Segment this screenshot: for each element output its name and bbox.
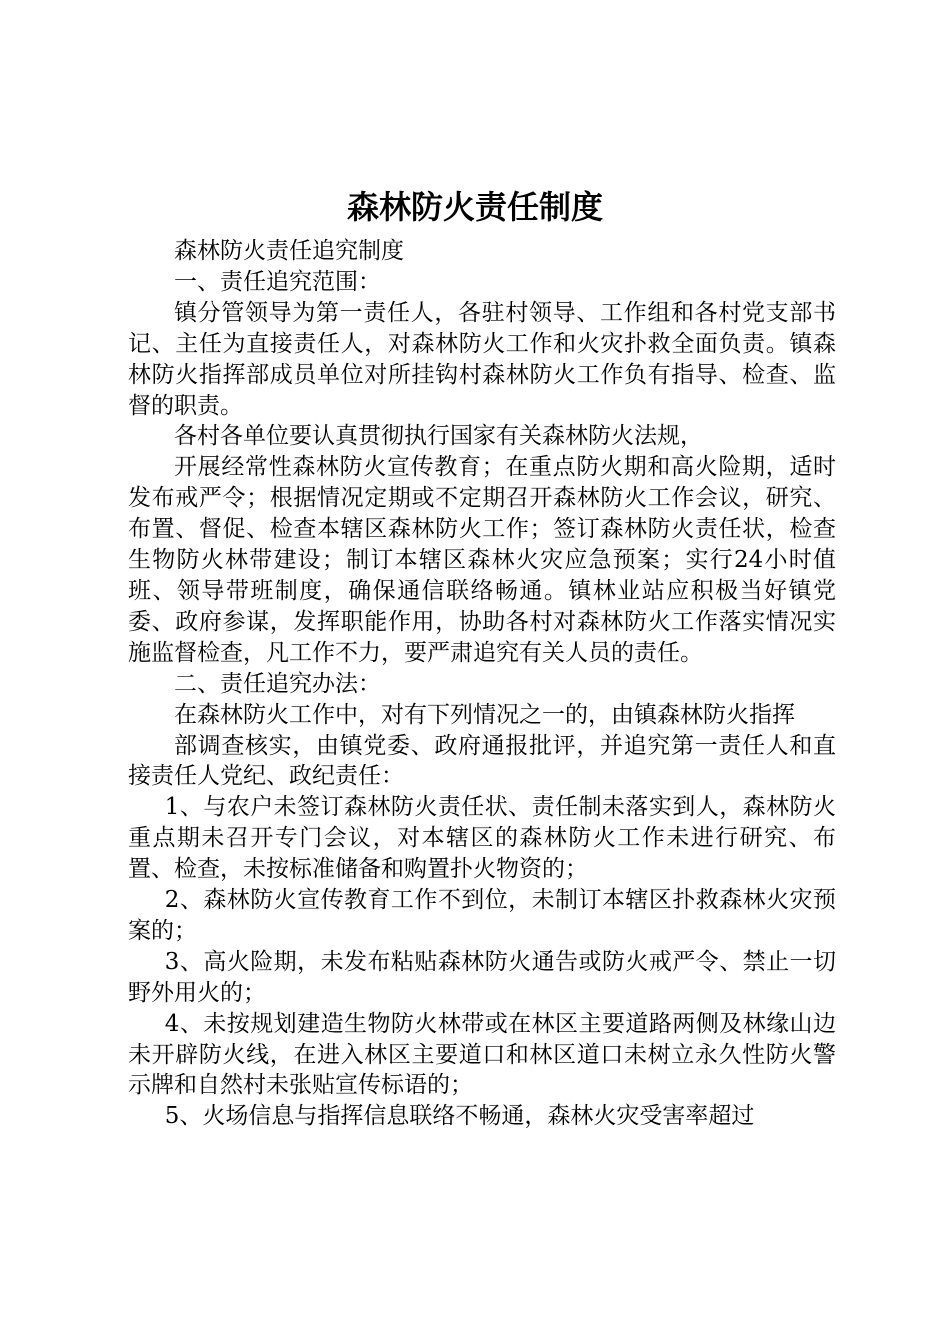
document-title: 森林防火责任制度: [346, 188, 603, 226]
paragraph-regulations: 各村各单位要认真贯彻执行国家有关森林防火法规，: [174, 423, 703, 450]
section-heading-methods: 二、责任追究办法：: [174, 670, 381, 697]
paragraph-investigation: 部调查核实，由镇党委、政府通报批评，并追究第一责任人和直接责任人党纪、政纪责任：: [128, 732, 836, 790]
list-item-4: 4、未按规划建造生物防火林带或在林区主要道路两侧及林缘山边未开辟防火线，在进入林区主要道口和林区道口未树立永久性防火警示牌和自然村未张贴宣传标语的；: [128, 1010, 836, 1099]
list-item-3: 3、高火险期，未发布粘贴森林防火通告或防火戒严令、禁止一切野外用火的；: [128, 948, 836, 1006]
paragraph-responsible-persons: 镇分管领导为第一责任人，各驻村领导、工作组和各村党支部书记、主任为直接责任人，对森林防火工作和火灾扑救全面负责。镇森林防火指挥部成员单位对所挂钩村森林防火工作负有指导、检查、监督的职责。: [128, 299, 836, 419]
paragraph-conditions: 在森林防火工作中，对有下列情况之一的，由镇森林防火指挥: [174, 701, 795, 728]
document-body: [128, 236, 836, 1132]
paragraph-education: 开展经常性森林防火宣传教育；在重点防火期和高火险期，适时发布戒严令；根据情况定期或不定期召开森林防火工作会议，研究、布置、督促、检查本辖区森林防火工作；签订森林防火责任状，检查生物防火林带建设；制订本辖区森林火灾应急预案；实行24小时值班、领导带班制度，确保通信联络畅通。镇林业站应积极当好镇党委、政府参谋，发挥职能作用，协助各村对森林防火工作落实情况实施监督检查，凡工作不力，要严肃追究有关人员的责任。: [128, 454, 836, 666]
list-item-5: 5、火场信息与指挥信息联络不畅通，森林火灾受害率超过: [164, 1103, 755, 1130]
section-heading-scope: 一、责任追究范围：: [174, 268, 381, 295]
list-item-1: 1、与农户未签订森林防火责任状、责任制未落实到人，森林防火重点期未召开专门会议，对本辖区的森林防火工作未进行研究、布置、检查，未按标准储备和购置扑火物资的；: [128, 794, 836, 883]
paragraph-subtitle: 森林防火责任追究制度: [174, 238, 404, 264]
list-item-2: 2、森林防火宣传教育工作不到位，未制订本辖区扑救森林火灾预案的；: [128, 887, 836, 944]
